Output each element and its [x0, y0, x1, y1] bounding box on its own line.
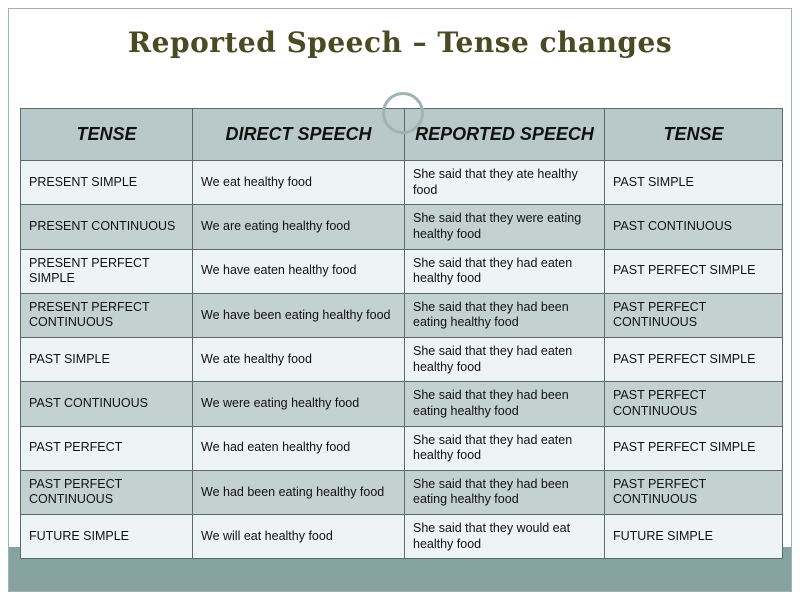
cell-direct-speech: We have eaten healthy food: [193, 249, 405, 293]
cell-tense-from: PAST SIMPLE: [21, 338, 193, 382]
cell-tense-from: FUTURE SIMPLE: [21, 515, 193, 559]
cell-reported-speech: She said that they had been eating healthy food: [405, 382, 605, 426]
cell-tense-from: PRESENT PERFECT CONTINUOUS: [21, 293, 193, 337]
tense-changes-table: [20, 108, 783, 559]
cell-reported-speech: She said that they had eaten healthy food: [405, 249, 605, 293]
cell-direct-speech: We will eat healthy food: [193, 515, 405, 559]
table-row: [21, 161, 783, 205]
cell-direct-speech: We had eaten healthy food: [193, 426, 405, 470]
table-row: [21, 205, 783, 249]
cell-tense-from: PAST CONTINUOUS: [21, 382, 193, 426]
table-row: [21, 515, 783, 559]
column-header-direct-speech: DIRECT SPEECH: [193, 109, 405, 161]
cell-reported-speech: She said that they ate healthy food: [405, 161, 605, 205]
cell-tense-to: PAST PERFECT CONTINUOUS: [605, 382, 783, 426]
cell-reported-speech: She said that they were eating healthy food: [405, 205, 605, 249]
cell-tense-to: PAST SIMPLE: [605, 161, 783, 205]
cell-tense-to: PAST PERFECT SIMPLE: [605, 426, 783, 470]
cell-reported-speech: She said that they had eaten healthy food: [405, 426, 605, 470]
cell-reported-speech: She said that they had been eating healthy food: [405, 293, 605, 337]
table-row: [21, 293, 783, 337]
cell-tense-to: PAST PERFECT SIMPLE: [605, 249, 783, 293]
table-row: [21, 382, 783, 426]
cell-direct-speech: We eat healthy food: [193, 161, 405, 205]
cell-direct-speech: We have been eating healthy food: [193, 293, 405, 337]
table-row: [21, 338, 783, 382]
cell-tense-to: PAST PERFECT CONTINUOUS: [605, 470, 783, 514]
column-header-tense-from: TENSE: [21, 109, 193, 161]
cell-direct-speech: We are eating healthy food: [193, 205, 405, 249]
cell-direct-speech: We ate healthy food: [193, 338, 405, 382]
cell-reported-speech: She said that they had eaten healthy food: [405, 338, 605, 382]
circle-decoration-icon: [382, 92, 424, 134]
table-row: [21, 426, 783, 470]
cell-tense-to: PAST CONTINUOUS: [605, 205, 783, 249]
cell-reported-speech: She said that they would eat healthy food: [405, 515, 605, 559]
column-header-reported-speech: REPORTED SPEECH: [405, 109, 605, 161]
cell-tense-to: PAST PERFECT CONTINUOUS: [605, 293, 783, 337]
cell-reported-speech: She said that they had been eating healthy food: [405, 470, 605, 514]
cell-tense-from: PRESENT SIMPLE: [21, 161, 193, 205]
cell-tense-from: PAST PERFECT CONTINUOUS: [21, 470, 193, 514]
cell-tense-from: PAST PERFECT: [21, 426, 193, 470]
page-title: Reported Speech – Tense changes: [127, 26, 673, 59]
cell-tense-to: PAST PERFECT SIMPLE: [605, 338, 783, 382]
cell-tense-from: PRESENT PERFECT SIMPLE: [21, 249, 193, 293]
cell-direct-speech: We had been eating healthy food: [193, 470, 405, 514]
table-row: [21, 470, 783, 514]
cell-tense-from: PRESENT CONTINUOUS: [21, 205, 193, 249]
cell-direct-speech: We were eating healthy food: [193, 382, 405, 426]
column-header-tense-to: TENSE: [605, 109, 783, 161]
table-row: [21, 249, 783, 293]
cell-tense-to: FUTURE SIMPLE: [605, 515, 783, 559]
